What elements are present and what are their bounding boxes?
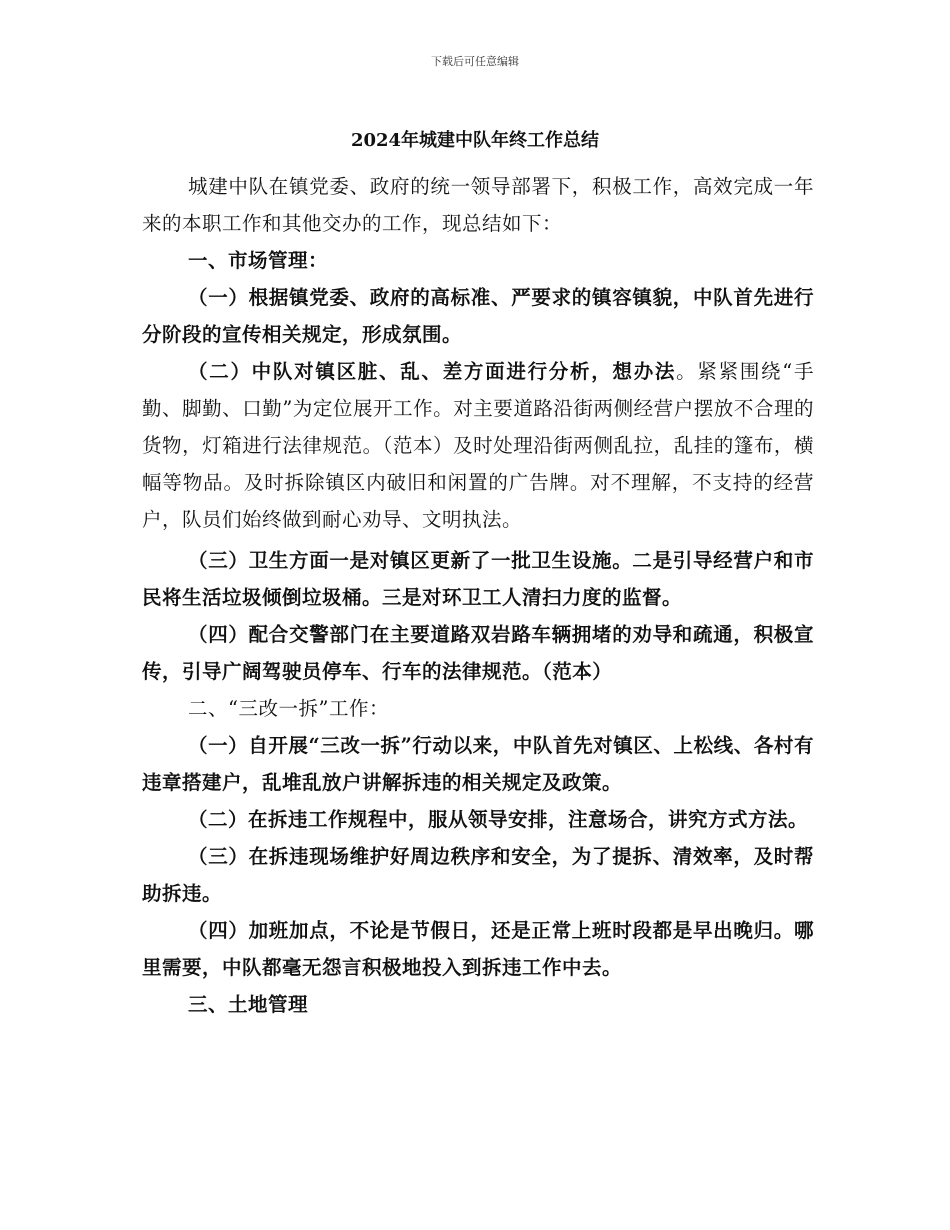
section-2-item-1: （一）自开展“三改一拆”行动以来，中队首先对镇区、上松线、各村有违章搭建户，乱堆乱放户讲解拆违的相关规定及政策。 bbox=[142, 734, 814, 794]
section-2-heading: 二、“三改一拆”工作： bbox=[188, 697, 389, 720]
section-2-item-3: （三）在拆违现场维护好周边秩序和安全，为了提拆、清效率，及时帮助拆违。 bbox=[142, 845, 814, 905]
section-1-item-4: （四）配合交警部门在主要道路双岩路车辆拥堵的劝导和疏通，积极宣传，引导广阔驾驶员停车、行车的法律规范。（范本） bbox=[142, 623, 814, 683]
section-1-item-2-lead: （二）中队对镇区脏、乱、差方面进行分析，想办法 bbox=[188, 360, 677, 383]
header-note: 下载后可任意编辑 bbox=[431, 55, 519, 68]
section-2-item-2: （二）在拆违工作规程中，服从领导安排，注意场合，讲究方式方法。 bbox=[188, 808, 809, 831]
section-1-item-3: （三）卫生方面一是对镇区更新了一批卫生设施。二是引导经营户和市民将生活垃圾倾倒垃圾桶。三是对环卫工人清扫力度的监督。 bbox=[142, 549, 814, 609]
document-body bbox=[142, 168, 814, 1023]
section-3-heading: 三、土地管理 bbox=[188, 993, 309, 1016]
intro-paragraph: 城建中队在镇党委、政府的统一领导部署下，积极工作，高效完成一年来的本职工作和其他交办的工作，现总结如下： bbox=[142, 175, 814, 235]
section-2-item-4: （四）加班加点，不论是节假日，还是正常上班时段都是早出晚归。哪里需要，中队都毫无怨言积极地投入到拆违工作中去。 bbox=[142, 919, 814, 979]
section-1-item-1: （一）根据镇党委、政府的高标准、严要求的镇容镇貌，中队首先进行分阶段的宣传相关规定，形成氛围。 bbox=[142, 286, 814, 346]
section-1-heading: 一、市场管理： bbox=[188, 249, 329, 272]
section-1-item-2-rest: 。紧紧围绕“手勤、脚勤、口勤”为定位展开工作。对主要道路沿街两侧经营户摆放不合理的货物，灯箱进行法律规范。（范本）及时处理沿街两侧乱拉，乱挂的篷布，横幅等物品。及时拆除镇区内破旧和闲置的广告牌。对不理解，不支持的经营户，队员们始终做到耐心劝导、文明执法。 bbox=[142, 360, 814, 531]
document-title: 2024年城建中队年终工作总结 bbox=[350, 130, 600, 151]
section-1-item-2 bbox=[142, 353, 814, 538]
